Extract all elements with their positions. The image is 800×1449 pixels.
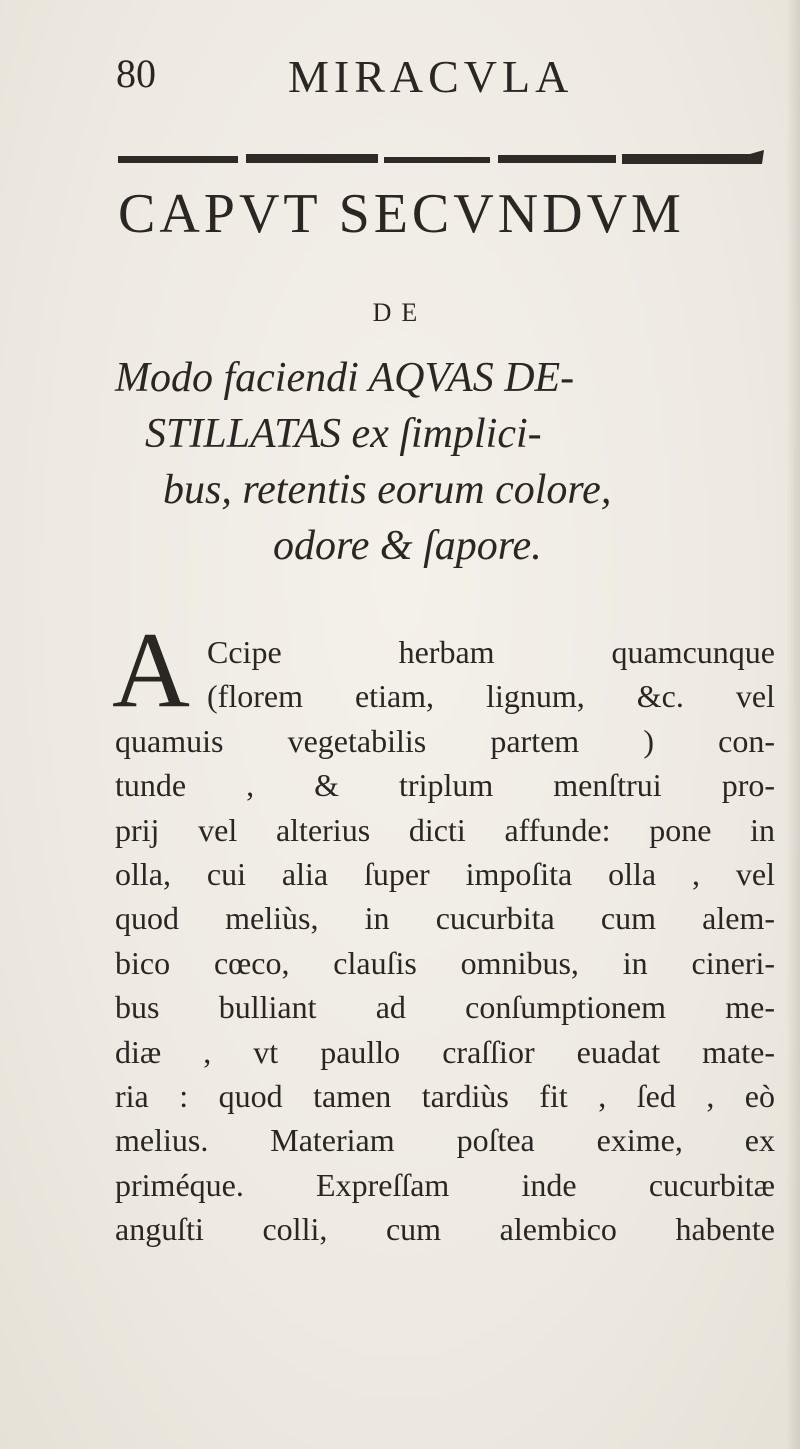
running-title: MIRACVLA <box>288 51 574 102</box>
body-line: priméque. Expreſſam inde cucurbitæ <box>115 1166 775 1203</box>
ornament-rule <box>118 150 764 170</box>
chapter-de: DE <box>372 298 428 327</box>
body-line: anguſti colli, cum alembico habente <box>115 1211 775 1248</box>
body-text <box>115 630 775 1252</box>
page-number: 80 <box>116 51 156 96</box>
body-line: bico cœco, clauſis omnibus, in cineri- <box>115 944 775 981</box>
body-line: ria : quod tamen tardiùs fit , ſed , eò <box>115 1078 775 1115</box>
subtitle-line: odore & ſapore. <box>273 523 542 569</box>
chapter-heading: CAPVT SECVNDVM <box>118 183 685 245</box>
running-head <box>0 50 800 110</box>
subtitle-line: Modo faciendi AQVAS DE- <box>115 355 575 401</box>
body-line: (florem etiam, lignum, &c. vel <box>207 678 775 715</box>
body-line: Ccipe herbam quamcunque <box>207 634 775 670</box>
body-line: prij vel alterius dicti affunde: pone in <box>115 811 775 848</box>
subtitle-line: bus, retentis eorum colore, <box>163 467 612 513</box>
page-edge-shadow <box>786 0 800 1449</box>
body-line: quamuis vegetabilis partem ) con- <box>115 722 775 759</box>
subtitle-line: STILLATAS ex ſimplici- <box>145 411 542 457</box>
body-line: bus bulliant ad conſumptionem me- <box>115 989 775 1026</box>
body-line: olla, cui alia ſuper impoſita olla , vel <box>115 856 775 893</box>
chapter-subtitle <box>115 350 775 574</box>
body-line: tunde , & triplum menſtrui pro- <box>115 767 775 804</box>
drop-cap: A <box>112 611 190 730</box>
body-line: melius. Materiam poſtea exime, ex <box>115 1122 775 1159</box>
body-line: quod meliùs, in cucurbita cum alem- <box>115 900 775 937</box>
body-line: diæ , vt paullo craſſior euadat mate- <box>115 1033 775 1070</box>
